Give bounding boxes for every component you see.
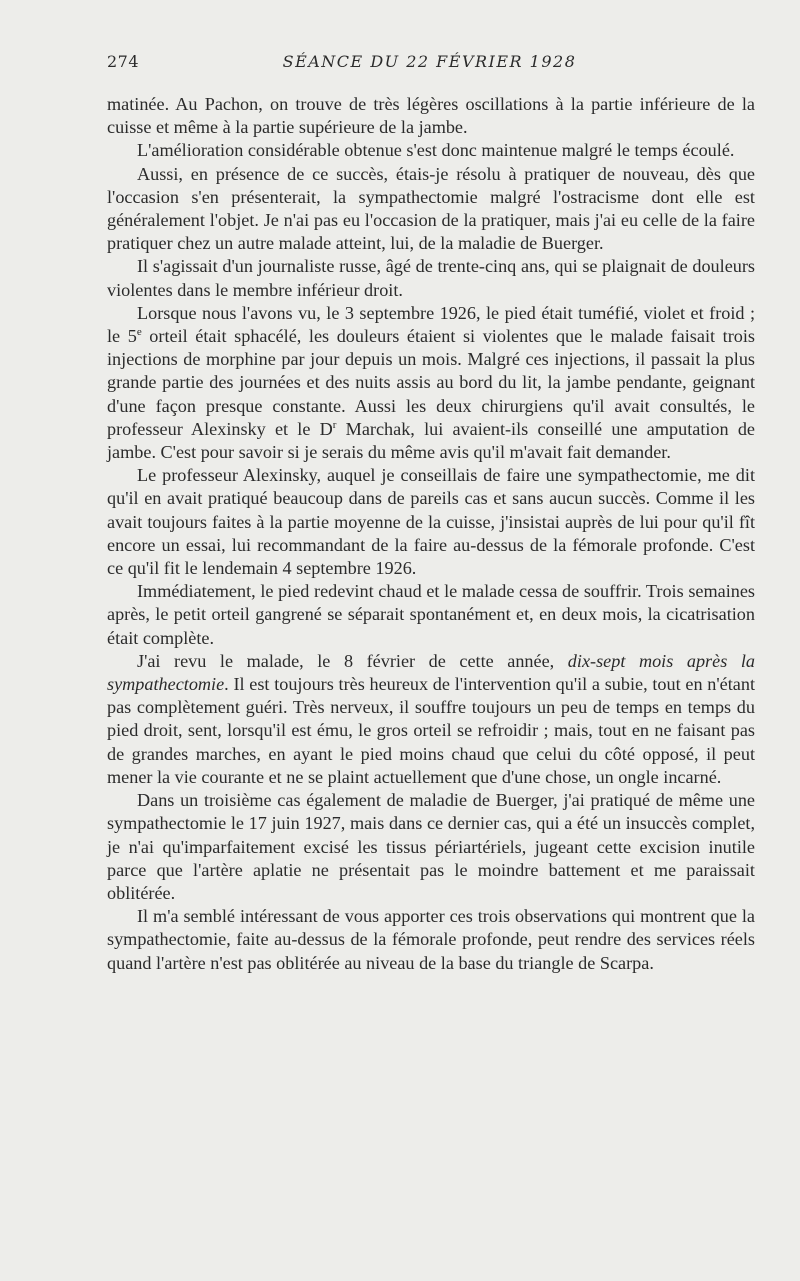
paragraph (107, 163, 755, 256)
superscript: r (332, 418, 337, 431)
text-segment: Il m'a semblé intéressant de vous apporter ces trois observations qui montrent que la sympathectomie, faite au-dessus de la fémorale profonde, peut rendre des services réels quand l'artère n'est pas oblitérée au niveau de la base du triangle de Scarpa. (107, 906, 755, 973)
paragraph (107, 905, 755, 975)
paragraph (107, 789, 755, 905)
page-number: 274 (107, 52, 140, 71)
text-segment: matinée. Au Pachon, on trouve de très légères oscillations à la partie inférieure de la cuisse et même à la partie supérieure de la jambe. (107, 94, 755, 138)
text-segment: Immédiatement, le pied redevint chaud et le malade cessa de souffrir. Trois semaines après, le petit orteil gangrené se séparait spontanément et, en deux mois, la cicatrisation était complète. (107, 581, 755, 648)
text-segment: L'amélioration considérable obtenue s'est donc maintenue malgré le temps écoulé. (137, 140, 735, 161)
running-title: SÉANCE DU 22 FÉVRIER 1928 (282, 52, 577, 71)
italic-text: dix-sept mois après la sympathectomie (107, 650, 755, 695)
text-segment: J'ai revu le malade, le 8 février de cette année, (137, 650, 568, 671)
text-segment: Marchak, lui avaient-ils conseillé une amputation de jambe. C'est pour savoir si je serais du même avis qu'il m'avait fait demander. (107, 418, 756, 463)
running-header (107, 52, 752, 76)
paragraph (107, 139, 755, 162)
paragraph (107, 464, 755, 580)
text-segment: orteil était sphacélé, les douleurs étaient si violentes que le malade faisait trois injections de morphine par jour depuis un mois. Malgré ces injections, il passait la plus grande partie des journées et des nuits assis au bord du lit, la jambe pendante, geignant d'une façon presque constante. Aussi les deux chirurgiens qu'il avait consultés, le professeur Alexinsky et le D (107, 326, 755, 439)
paragraph (107, 650, 755, 789)
text-segment: . Il est toujours très heureux de l'intervention qu'il a subie, tout en n'étant pas complètement guéri. Très nerveux, il souffre toujours un peu de temps en temps du pied droit, sent, lorsqu'il est ému, le gros orteil se refroidir ; mais, tout en ne faisant pas de grandes marches, en ayant le pied moins chaud que celui du côté opposé, il peut mener la vie courante et ne se plaint actuellement que d'une chose, un ongle incarné. (107, 674, 755, 787)
text-segment: Le professeur Alexinsky, auquel je conseillais de faire une sympathectomie, me dit qu'il en avait pratiqué beaucoup dans de pareils cas et sans aucun succès. Comme il les avait toujours faites à la partie moyenne de la cuisse, j'insistai auprès de lui pour qu'il fît encore un essai, lui recommandant de la faire au-dessus de la fémorale profonde. C'est ce qu'il fit le lendemain 4 septembre 1926. (107, 465, 755, 579)
paragraph (107, 93, 755, 139)
text-segment: Dans un troisième cas également de maladie de Buerger, j'ai pratiqué de même une sympathectomie le 17 juin 1927, mais dans ce dernier cas, qui a été un insuccès complet, je n'ai qu'imparfaitement excisé les tissus périartériels, jugeant cette excision inutile parce que l'artère aplatie ne présentait pas le moindre battement et me paraissait oblitérée. (107, 790, 755, 903)
paragraph (107, 580, 755, 650)
superscript: e (136, 325, 142, 338)
text-segment: Il s'agissait d'un journaliste russe, âgé de trente-cinq ans, qui se plaignait de douleurs violentes dans le membre inférieur droit. (107, 256, 755, 300)
paragraph (107, 255, 755, 301)
text-segment: Lorsque nous l'avons vu, le 3 septembre 1926, le pied était tuméfié, violet et froid ; le 5 (107, 302, 755, 347)
text-segment: Aussi, en présence de ce succès, étais-je résolu à pratiquer de nouveau, dès que l'occasion s'en présenterait, la sympathectomie malgré l'ostracisme dont elle est généralement l'objet. Je n'ai pas eu l'occasion de la pratiquer, mais j'ai eu celle de la faire pratiquer chez un autre malade atteint, lui, de la maladie de Buerger. (107, 163, 755, 254)
article-body (107, 93, 755, 975)
paragraph (107, 302, 755, 464)
